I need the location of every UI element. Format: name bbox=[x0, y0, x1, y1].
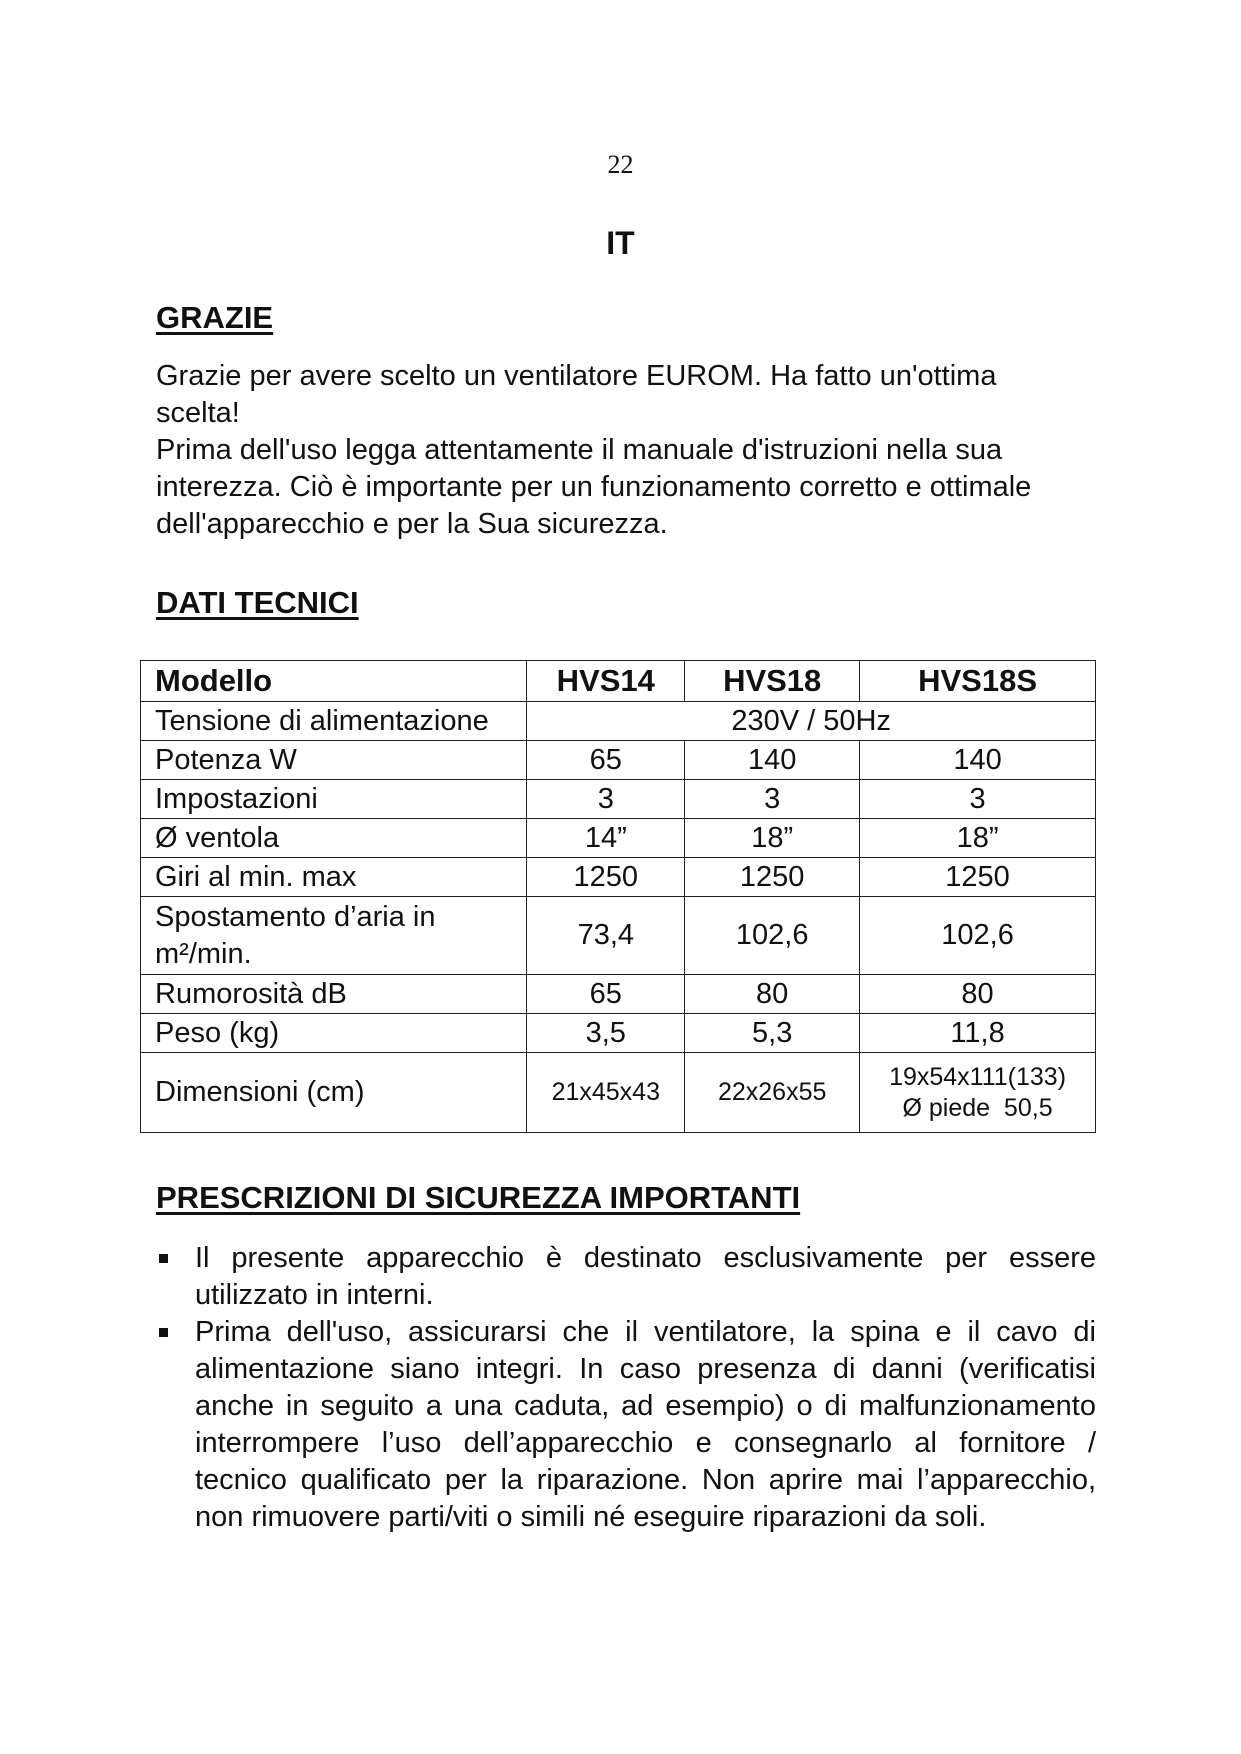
row-label: Peso (kg) bbox=[141, 1014, 527, 1053]
table-row bbox=[141, 702, 1096, 741]
cell-value bbox=[860, 1053, 1096, 1133]
table-row bbox=[141, 819, 1096, 858]
cell-value: 102,6 bbox=[860, 897, 1096, 975]
cell-value: 11,8 bbox=[860, 1014, 1096, 1053]
cell-value: 140 bbox=[860, 741, 1096, 780]
header-model: HVS14 bbox=[527, 661, 685, 702]
cell-value: 65 bbox=[527, 741, 685, 780]
header-model: HVS18S bbox=[860, 661, 1096, 702]
table-row bbox=[141, 1053, 1096, 1133]
specs-table bbox=[140, 660, 1096, 1133]
section-heading-dati-tecnici: DATI TECNICI bbox=[156, 585, 359, 620]
bullet-square-icon bbox=[159, 1328, 168, 1337]
cell-value: 3 bbox=[527, 780, 685, 819]
row-label: Dimensioni (cm) bbox=[141, 1053, 527, 1133]
row-label: Tensione di alimentazione bbox=[141, 702, 527, 741]
row-label-line: Spostamento d’aria in bbox=[155, 900, 436, 933]
list-item-text: Prima dell'uso, assicurarsi che il ventilatore, la spina e il cavo di alimentazione siano integri. In caso presenza di danni (verificatisi anche in seguito a una caduta, ad esempio) o di malfunzionamento interrompere l’uso dell’apparecchio e consegnarlo al fornitore / tecnico qualificato per la riparazione. Non aprire mai l’apparecchio, non rimuovere parti/viti o simili né eseguire riparazioni da soli. bbox=[195, 1316, 1096, 1533]
intro-line: interezza. Ciò è importante per un funzionamento corretto e ottimale bbox=[156, 471, 1032, 503]
section-heading-grazie: GRAZIE bbox=[156, 300, 274, 335]
language-code: IT bbox=[606, 225, 635, 261]
cell-value: 5,3 bbox=[685, 1014, 860, 1053]
list-item bbox=[156, 1240, 1096, 1314]
cell-value: 73,4 bbox=[527, 897, 685, 975]
intro-line: Grazie per avere scelto un ventilatore EUROM. Ha fatto un'ottima bbox=[156, 360, 997, 392]
bullet-square-icon bbox=[159, 1254, 168, 1263]
row-label bbox=[141, 897, 527, 975]
cell-value: 140 bbox=[685, 741, 860, 780]
cell-value: 80 bbox=[860, 975, 1096, 1014]
cell-value: 1250 bbox=[527, 858, 685, 897]
row-label: Giri al min. max bbox=[141, 858, 527, 897]
cell-value: 80 bbox=[685, 975, 860, 1014]
table-row bbox=[141, 1014, 1096, 1053]
cell-value: 102,6 bbox=[685, 897, 860, 975]
cell-value-line: Ø piede 50,5 bbox=[902, 1093, 1053, 1122]
section-heading-sicurezza: PRESCRIZIONI DI SICUREZZA IMPORTANTI bbox=[156, 1180, 801, 1215]
table-row bbox=[141, 975, 1096, 1014]
table-row bbox=[141, 780, 1096, 819]
intro-line: dell'apparecchio e per la Sua sicurezza. bbox=[156, 508, 668, 540]
cell-value: 1250 bbox=[685, 858, 860, 897]
intro-line: Prima dell'uso legga attentamente il manuale d'istruzioni nella sua bbox=[156, 434, 1003, 466]
list-item bbox=[156, 1314, 1096, 1536]
cell-value: 3 bbox=[860, 780, 1096, 819]
table-row bbox=[141, 741, 1096, 780]
cell-value: 3,5 bbox=[527, 1014, 685, 1053]
cell-value: 22x26x55 bbox=[685, 1053, 860, 1133]
intro-line: scelta! bbox=[156, 397, 240, 429]
header-model: HVS18 bbox=[685, 661, 860, 702]
cell-value: 230V / 50Hz bbox=[527, 702, 1096, 741]
cell-value: 21x45x43 bbox=[527, 1053, 685, 1133]
table-row bbox=[141, 897, 1096, 975]
safety-list bbox=[156, 1240, 1096, 1536]
page-number: 22 bbox=[607, 150, 634, 179]
table-row bbox=[141, 858, 1096, 897]
cell-value: 14” bbox=[527, 819, 685, 858]
row-label: Rumorosità dB bbox=[141, 975, 527, 1014]
row-label-line: m²/min. bbox=[155, 937, 252, 970]
intro-paragraph bbox=[156, 358, 1096, 543]
row-label: Impostazioni bbox=[141, 780, 527, 819]
cell-value: 65 bbox=[527, 975, 685, 1014]
cell-value-line: 19x54x111(133) bbox=[889, 1062, 1067, 1091]
cell-value: 3 bbox=[685, 780, 860, 819]
cell-value: 18” bbox=[860, 819, 1096, 858]
row-label: Ø ventola bbox=[141, 819, 527, 858]
cell-value: 1250 bbox=[860, 858, 1096, 897]
header-model-label: Modello bbox=[141, 661, 527, 702]
cell-value: 18” bbox=[685, 819, 860, 858]
table-header-row bbox=[141, 661, 1096, 702]
list-item-text: Il presente apparecchio è destinato esclusivamente per essere utilizzato in interni. bbox=[195, 1242, 1096, 1311]
row-label: Potenza W bbox=[141, 741, 527, 780]
